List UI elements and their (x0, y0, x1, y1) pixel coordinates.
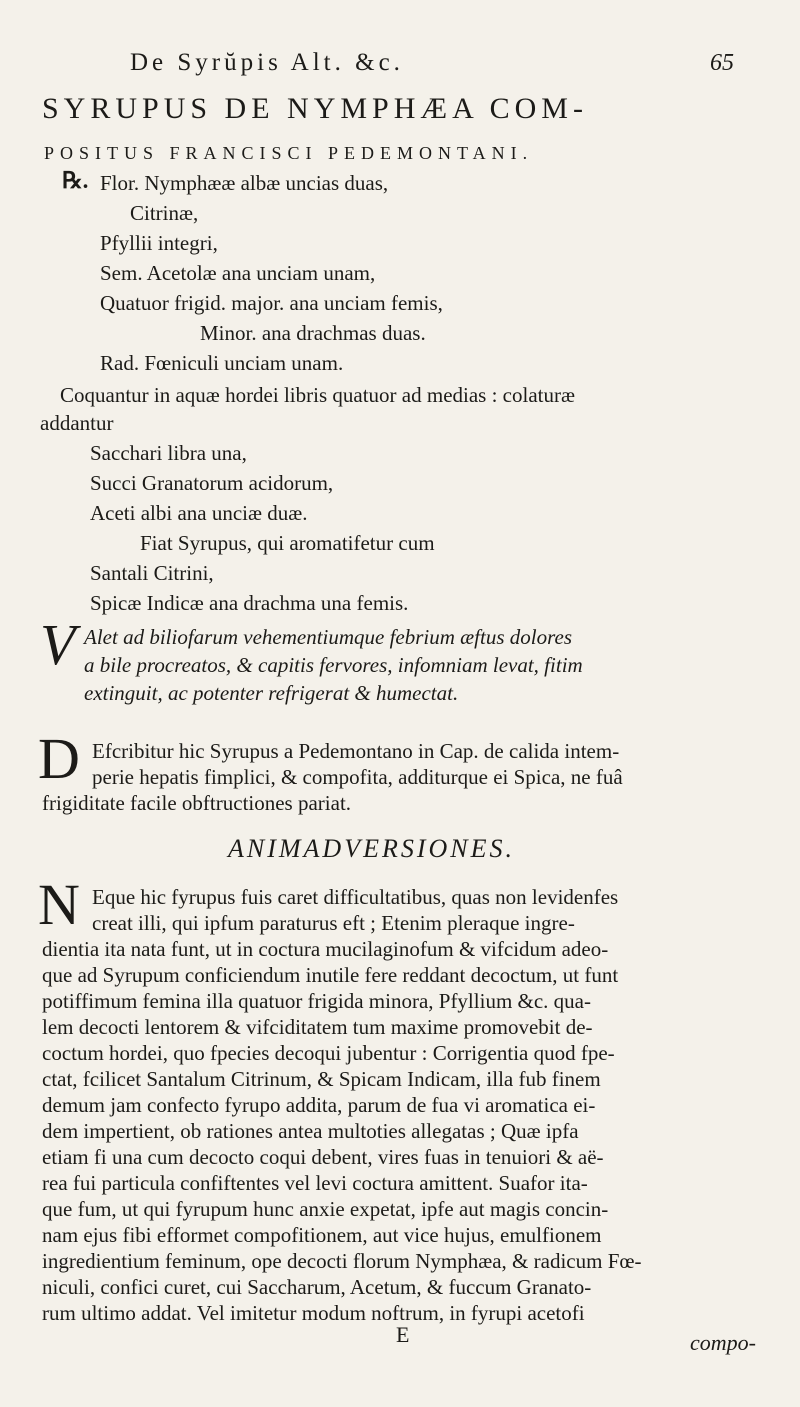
body-line: ingredientium feminum, ope decocti florum Nymphæa, & radicum Fœ- (42, 1249, 642, 1273)
recipe-line: Spicæ Indicæ ana drachma una femis. (90, 591, 409, 615)
drop-cap-d: D (38, 726, 80, 791)
drop-cap-v: V (40, 612, 76, 677)
body-line: niculi, confici curet, cui Saccharum, Acetum, & fuccum Granato- (42, 1275, 592, 1299)
recipe-line: addantur (40, 411, 114, 435)
recipe-line: Santali Citrini, (90, 561, 214, 585)
running-title: De Syrŭpis Alt. &c. (130, 49, 404, 76)
catchword: compo- (690, 1330, 756, 1355)
body-line: demum jam confecto fyrupo addita, parum de fua vi aromatica ei- (42, 1093, 596, 1117)
recipe-line: Flor. Nymphææ albæ uncias duas, (100, 171, 389, 195)
description-line: frigiditate facile obftructiones pariat. (42, 791, 352, 815)
body-line: dientia ita nata funt, ut in coctura mucilaginofum & vifcidum adeo- (42, 937, 609, 961)
body-line: Eque hic fyrupus fuis caret difficultatibus, quas non levidenfes (92, 885, 619, 909)
description-line: Efcribitur hic Syrupus a Pedemontano in Cap. de calida intem- (92, 739, 620, 763)
description-line: perie hepatis fimplici, & compofita, additurque ei Spica, ne fuâ (92, 765, 623, 789)
body-line: etiam fi una cum decocto coqui debent, vires fuas in tenuiori & aë- (42, 1145, 604, 1169)
recipe-line: Sem. Acetolæ ana unciam unam, (100, 261, 376, 285)
recipe-line: Coquantur in aquæ hordei libris quatuor ad medias : colaturæ (60, 383, 575, 407)
recipe-line: Pfyllii integri, (100, 231, 218, 255)
recipe-line: Rad. Fœniculi unciam unam. (100, 351, 344, 375)
section-title-line-1: SYRUPUS DE NYMPHÆA COM- (42, 92, 588, 125)
body-line: potiffimum femina illa quatuor frigida minora, Pfyllium &c. qua- (42, 989, 591, 1013)
animadversiones-heading: ANIMADVERSIONES. (228, 834, 516, 863)
body-line: rum ultimo addat. Vel imitetur modum noftrum, in fyrupi acetofi (42, 1301, 585, 1325)
signature-mark: E (396, 1322, 410, 1347)
body-line: que ad Syrupum conficiendum inutile fere reddant decoctum, ut funt (42, 963, 619, 987)
body-line: nam ejus fibi efformet compofitionem, aut vice hujus, emulfionem (42, 1223, 602, 1247)
recipe-line: Sacchari libra una, (90, 441, 247, 465)
recipe-line: Quatuor frigid. major. ana unciam femis, (100, 291, 443, 315)
body-line: que fum, ut qui fyrupum hunc anxie expetat, ipfe aut magis concin- (42, 1197, 609, 1221)
recipe-line: Fiat Syrupus, qui aromatifetur cum (140, 531, 435, 555)
drop-cap-n: N (38, 872, 80, 937)
virtues-line: Alet ad biliofarum vehementiumque febrium æftus dolores (84, 625, 572, 649)
section-title-line-2: POSITUS FRANCISCI PEDEMONTANI. (44, 143, 534, 163)
recipe-line: Minor. ana drachmas duas. (200, 321, 426, 345)
body-line: lem decocti lentorem & vifciditatem tum maxime promovebit de- (42, 1015, 593, 1039)
body-line: dem impertient, ob rationes antea multoties allegatas ; Quæ ipfa (42, 1119, 579, 1143)
recipe-line: Aceti albi ana unciæ duæ. (90, 501, 308, 525)
page-number: 65 (710, 50, 734, 76)
virtues-line: extinguit, ac potenter refrigerat & humectat. (84, 681, 459, 705)
body-line: rea fui particula confiftentes vel levi coctura amittent. Suafor ita- (42, 1171, 588, 1195)
virtues-line: a bile procreatos, & capitis fervores, infomniam levat, fitim (84, 653, 583, 677)
recipe-symbol: ℞. (62, 168, 89, 193)
body-line: ctat, fcilicet Santalum Citrinum, & Spicam Indicam, illa fub finem (42, 1067, 601, 1091)
body-line: creat illi, qui ipfum paraturus eft ; Etenim pleraque ingre- (92, 911, 575, 935)
recipe-line: Succi Granatorum acidorum, (90, 471, 334, 495)
recipe-line: Citrinæ, (130, 201, 199, 225)
body-line: coctum hordei, quo fpecies decoqui jubentur : Corrigentia quod fpe- (42, 1041, 615, 1065)
